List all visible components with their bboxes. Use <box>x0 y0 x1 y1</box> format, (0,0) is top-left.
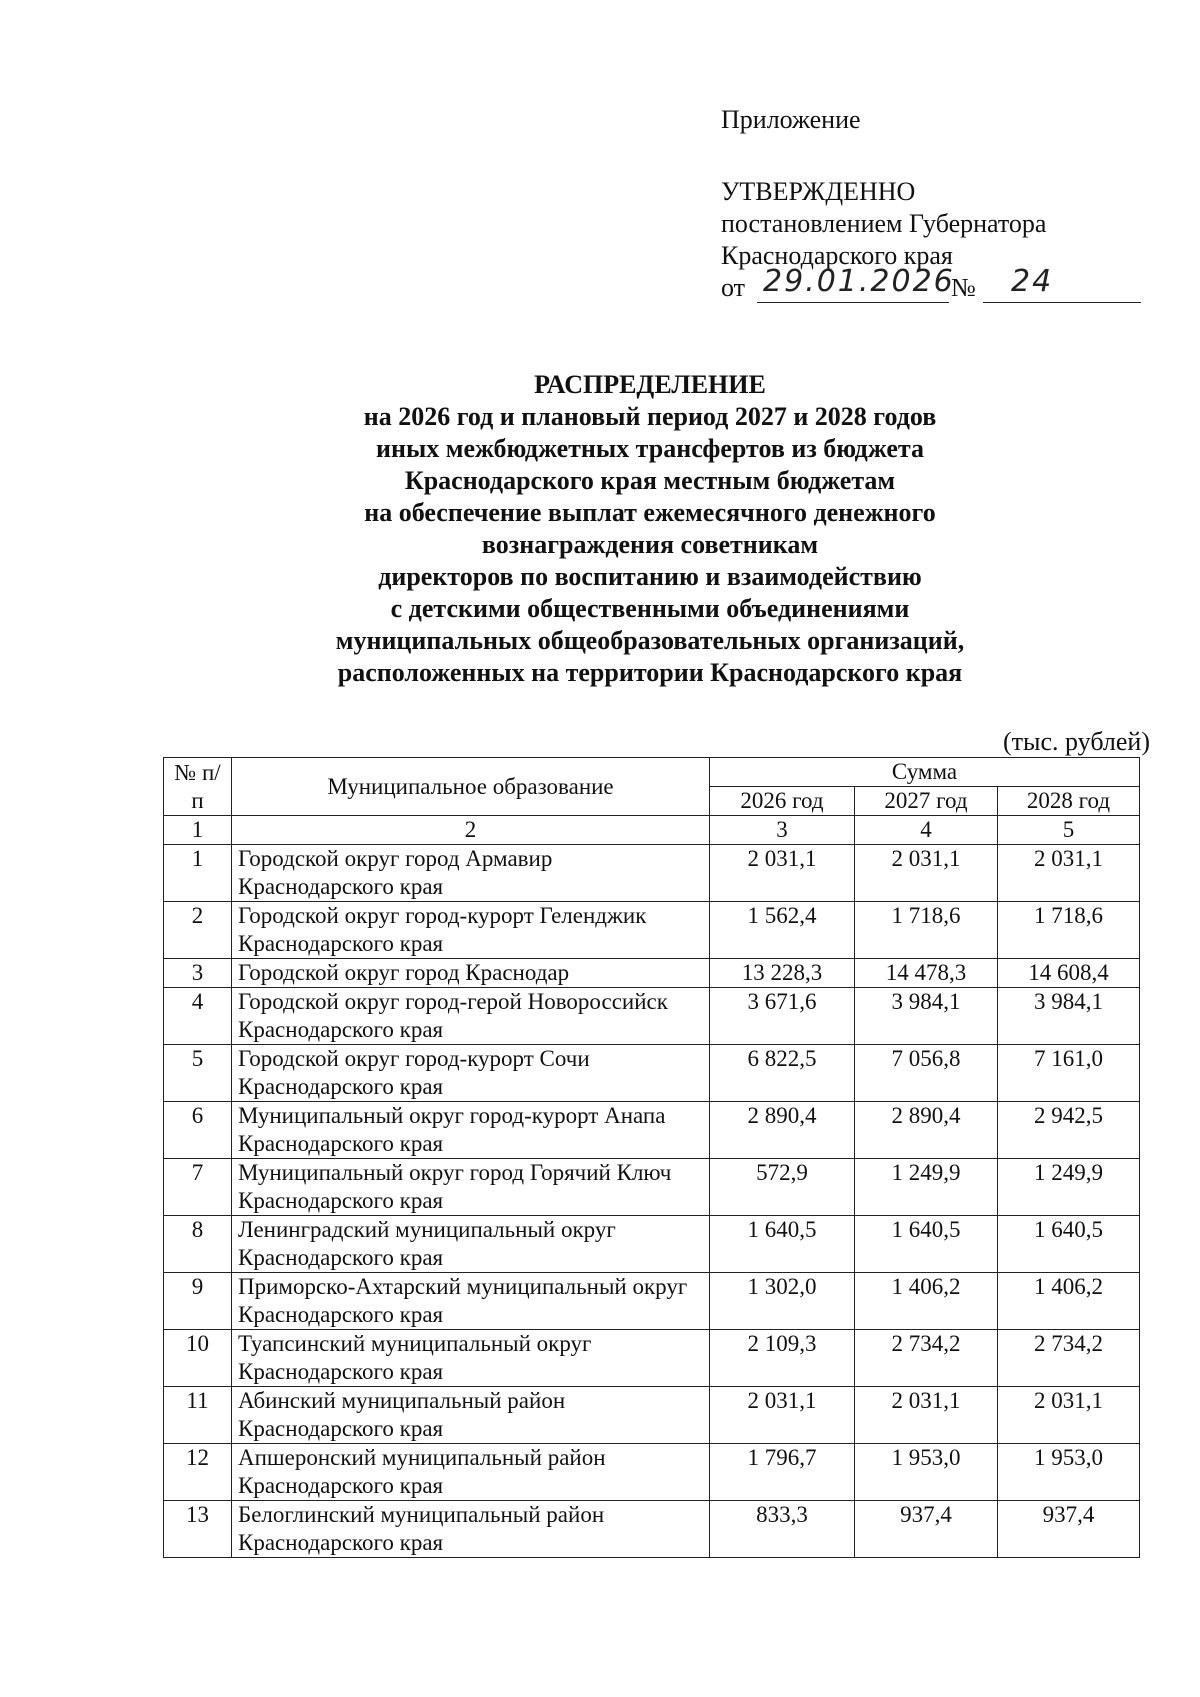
table-row <box>164 1273 1140 1330</box>
col-number: 2 <box>232 816 710 845</box>
approved-label: УТВЕРЖДЕННО <box>721 177 916 206</box>
header-year-2028: 2028 год <box>998 787 1140 816</box>
title-line: на обеспечение выплат ежемесячного денежного <box>364 498 936 527</box>
col-number: 3 <box>710 816 855 845</box>
row-value-2027: 1 953,0 <box>855 1444 998 1501</box>
row-value-2028: 2 942,5 <box>998 1102 1140 1159</box>
col-number: 1 <box>164 816 232 845</box>
row-value-2028: 1 640,5 <box>998 1216 1140 1273</box>
col-number: 4 <box>855 816 998 845</box>
row-number: 1 <box>164 845 232 902</box>
title-line: вознаграждения советникам <box>481 530 819 559</box>
row-municipality: Городской округ город Армавир Краснодарского края <box>232 845 710 902</box>
title-line: РАСПРЕДЕЛЕНИЕ <box>534 370 766 399</box>
header-year-2027: 2027 год <box>855 787 998 816</box>
row-value-2028: 2 031,1 <box>998 845 1140 902</box>
appendix-label: Приложение <box>721 105 861 134</box>
row-value-2027: 7 056,8 <box>855 1045 998 1102</box>
header-num: № п/п <box>164 758 232 816</box>
row-value-2026: 2 109,3 <box>710 1330 855 1387</box>
title-line: на 2026 год и плановый период 2027 и 2028 годов <box>363 402 937 431</box>
date-prefix: от <box>721 273 746 302</box>
title-line: расположенных на территории Краснодарского края <box>337 658 963 687</box>
row-number: 5 <box>164 1045 232 1102</box>
table-row <box>164 902 1140 959</box>
row-value-2027: 937,4 <box>855 1501 998 1558</box>
row-value-2026: 13 228,3 <box>710 959 855 988</box>
row-municipality: Муниципальный округ город-курорт Анапа Краснодарского края <box>232 1102 710 1159</box>
row-value-2027: 1 249,9 <box>855 1159 998 1216</box>
table-row <box>164 1330 1140 1387</box>
row-number: 8 <box>164 1216 232 1273</box>
table-row <box>164 1159 1140 1216</box>
approved-by-line-2: Краснодарского края <box>721 241 953 270</box>
title-line: директоров по воспитанию и взаимодействию <box>378 562 922 591</box>
row-value-2026: 3 671,6 <box>710 988 855 1045</box>
row-value-2026: 2 031,1 <box>710 845 855 902</box>
title-line: иных межбюджетных трансфертов из бюджета <box>376 434 924 463</box>
row-value-2027: 2 031,1 <box>855 845 998 902</box>
row-number: 9 <box>164 1273 232 1330</box>
row-municipality: Городской округ город-курорт Геленджик Краснодарского края <box>232 902 710 959</box>
row-value-2028: 2 734,2 <box>998 1330 1140 1387</box>
row-value-2027: 2 734,2 <box>855 1330 998 1387</box>
row-value-2028: 1 953,0 <box>998 1444 1140 1501</box>
table-row <box>164 1387 1140 1444</box>
approval-block <box>721 104 1054 308</box>
row-municipality: Городской округ город Краснодар <box>232 959 710 988</box>
row-value-2028: 937,4 <box>998 1501 1140 1558</box>
header-year-2026: 2026 год <box>710 787 855 816</box>
units-note: (тыс. рублей) <box>1002 727 1150 756</box>
handwritten-number: 24 <box>1011 264 1054 299</box>
row-number: 4 <box>164 988 232 1045</box>
row-value-2027: 3 984,1 <box>855 988 998 1045</box>
row-value-2026: 2 890,4 <box>710 1102 855 1159</box>
row-municipality: Ленинградский муниципальный округ Краснодарского края <box>232 1216 710 1273</box>
row-municipality: Туапсинский муниципальный округ Краснодарского края <box>232 1330 710 1387</box>
row-value-2028: 1 718,6 <box>998 902 1140 959</box>
row-value-2026: 1 640,5 <box>710 1216 855 1273</box>
row-number: 13 <box>164 1501 232 1558</box>
row-municipality: Апшеронский муниципальный район Краснодарского края <box>232 1444 710 1501</box>
row-value-2028: 1 406,2 <box>998 1273 1140 1330</box>
row-value-2026: 833,3 <box>710 1501 855 1558</box>
row-value-2026: 1 562,4 <box>710 902 855 959</box>
table-row <box>164 1216 1140 1273</box>
row-value-2026: 6 822,5 <box>710 1045 855 1102</box>
approved-by-line-1: постановлением Губернатора <box>721 209 1047 238</box>
row-value-2028: 2 031,1 <box>998 1387 1140 1444</box>
row-value-2028: 14 608,4 <box>998 959 1140 988</box>
row-number: 10 <box>164 1330 232 1387</box>
column-number-row <box>164 816 1140 845</box>
row-number: 7 <box>164 1159 232 1216</box>
col-number: 5 <box>998 816 1140 845</box>
table-row <box>164 988 1140 1045</box>
table-row <box>164 959 1140 988</box>
title-line: Краснодарского края местным бюджетам <box>404 466 896 495</box>
row-municipality: Абинский муниципальный район Краснодарского края <box>232 1387 710 1444</box>
date-number-line <box>721 264 1054 308</box>
table-row <box>164 1045 1140 1102</box>
row-value-2027: 14 478,3 <box>855 959 998 988</box>
row-number: 11 <box>164 1387 232 1444</box>
row-value-2026: 1 796,7 <box>710 1444 855 1501</box>
distribution-table <box>163 757 1140 1558</box>
row-value-2027: 2 890,4 <box>855 1102 998 1159</box>
row-value-2028: 3 984,1 <box>998 988 1140 1045</box>
row-municipality: Муниципальный округ город Горячий Ключ Краснодарского края <box>232 1159 710 1216</box>
row-value-2028: 1 249,9 <box>998 1159 1140 1216</box>
row-number: 12 <box>164 1444 232 1501</box>
row-number: 2 <box>164 902 232 959</box>
row-municipality: Белоглинский муниципальный район Краснодарского края <box>232 1501 710 1558</box>
header-row <box>164 758 1140 787</box>
table-body <box>164 845 1140 1558</box>
row-value-2027: 2 031,1 <box>855 1387 998 1444</box>
row-number: 3 <box>164 959 232 988</box>
row-value-2026: 1 302,0 <box>710 1273 855 1330</box>
handwritten-date: 29.01.2026 <box>763 264 955 299</box>
row-value-2027: 1 640,5 <box>855 1216 998 1273</box>
title-line: муниципальных общеобразовательных организаций, <box>335 626 965 655</box>
row-municipality: Приморско-Ахтарский муниципальный округ Краснодарского края <box>232 1273 710 1330</box>
table-row <box>164 1501 1140 1558</box>
table-row <box>164 845 1140 902</box>
table-row <box>164 1444 1140 1501</box>
row-value-2026: 572,9 <box>710 1159 855 1216</box>
row-value-2026: 2 031,1 <box>710 1387 855 1444</box>
row-number: 6 <box>164 1102 232 1159</box>
row-value-2027: 1 718,6 <box>855 902 998 959</box>
row-municipality: Городской округ город-герой Новороссийск Краснодарского края <box>232 988 710 1045</box>
header-municipality: Муниципальное образование <box>232 758 710 816</box>
title-line: с детскими общественными объединениями <box>390 594 910 623</box>
number-prefix: № <box>951 273 976 302</box>
document-title <box>150 369 1150 689</box>
row-value-2028: 7 161,0 <box>998 1045 1140 1102</box>
table-row <box>164 1102 1140 1159</box>
header-sum: Сумма <box>710 758 1140 787</box>
row-municipality: Городской округ город-курорт Сочи Краснодарского края <box>232 1045 710 1102</box>
row-value-2027: 1 406,2 <box>855 1273 998 1330</box>
